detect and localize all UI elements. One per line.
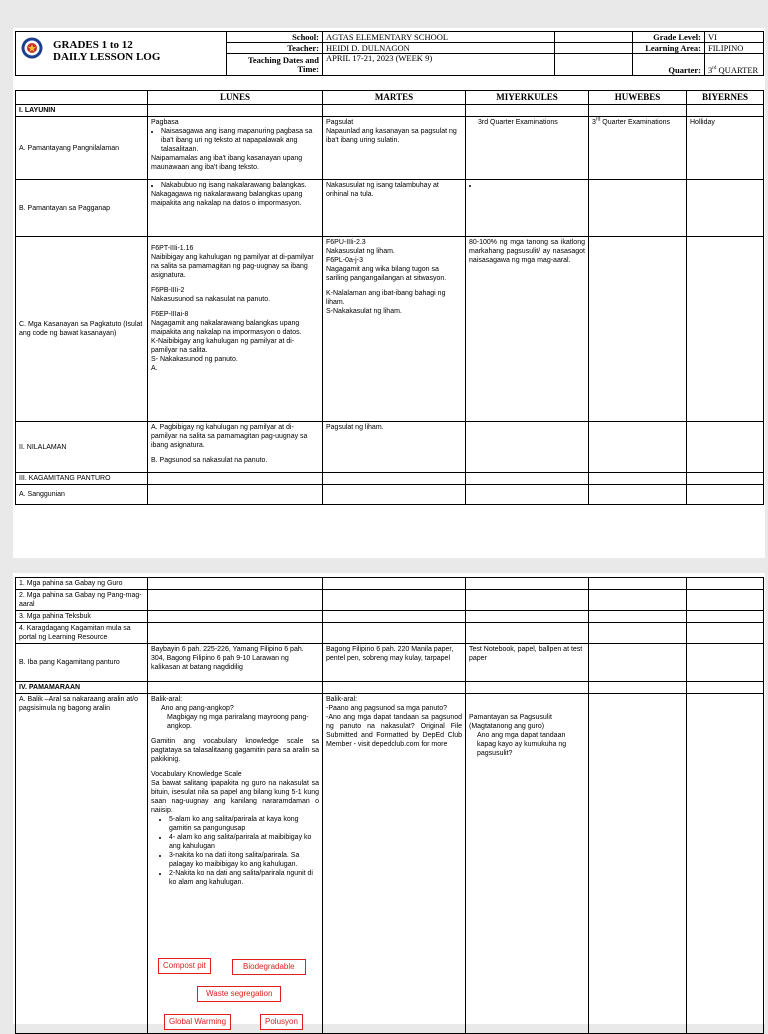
cell-text: Nakasusulat ng liham. [326,248,395,255]
grade-value: VI [705,32,764,43]
row-label-teksbuk: 3. Mga pahina Teksbuk [16,611,148,623]
cell-c-mon [148,237,323,422]
list-item: • 3-nakita ko na dati itong salita/parirala. Sa palagay ko maibibigay ko ang kahulugan. [169,851,319,869]
cell-text: Pagbasa [151,119,179,126]
cell-text: Balik-aral: [151,696,183,703]
section-layunin: I. LAYUNIN [16,105,148,117]
cell-text: F6PT-IIIi-1.16 [151,245,194,252]
cell-text: -Ano ang mga dapat tandaan sa pagsunod ng panuto na nakasulat? Original File Submitted and Formatted by DepEd Club Member - visit depedclub.com for more [326,714,462,748]
row-label-iba-pang: B. Iba pang Kagamitang panturo [16,644,148,682]
title-line-2: DAILY LESSON LOG [53,51,161,63]
cell-text: A. [151,365,158,372]
day-header-thu: HUWEBES [589,91,687,105]
lesson-log-table [15,90,764,505]
row-label-kasanayan: C. Mga Kasanayan sa Pagkatuto (Isulat ang code ng bawat kasanayan) [16,237,148,422]
cell-text: Ano ang mga dapat tandaan kapag kayo ay kumukuha ng pagsusulit? [477,732,567,757]
row-label-pangnilalaman: A. Pamantayang Pangnilalaman [16,117,148,180]
row-label-nilalaman: II. NILALAMAN [16,422,148,473]
teacher-value: HEIDI D. DULNAGON [323,43,555,54]
cell-a-fri: Holliday [687,117,764,180]
word-box-global-warming: Global Warming [164,1014,231,1030]
cell-a-thu: 3rd Quarter Examinations [589,117,687,180]
cell-text: F6PB-IIIi-2 [151,287,185,294]
cell-b-mon [148,180,323,237]
quarter-value: 3rd QUARTER [705,54,764,76]
cell-text: Nagagamit ang nakalarawang balangkas upang maipakita ang nakalap na impormasyon o datos. [151,320,302,336]
cell-text: Naibibigay ang kahulugan ng pamilyar at di-pamilyar na salita sa pamamagitan ng pag-uugnay sa ibang asignatura. [151,254,314,279]
cell-b2-tue: Bagong Filipino 6 pah. 220 Manila paper, pentel pen, sobreng may kulay, tarpapel [323,644,466,682]
cell-text: F6PU-IIIi-2.3 [326,239,366,246]
cell-text: F6PL-0a-j-3 [326,257,363,264]
word-box-biodegradable: Biodegradable [232,959,306,975]
word-box-polusyon: Polusyon [260,1014,303,1030]
day-header-tue: MARTES [323,91,466,105]
cell-a-wed: 3rd Quarter Examinations [466,117,589,180]
page-1 [13,28,765,558]
cell-b2-wed: Test Notebook, papel, ballpen at test paper [466,644,589,682]
row-label-sanggunian: A. Sanggunian [16,485,148,505]
cell-text: A. Pagbibigay ng kahulugan ng pamilyar at di-pamilyar na salita sa pamamagitan pag-uugnay sa ibang asignatura. [151,424,308,449]
cell-text: S-Nakakasulat ng liham. [326,308,402,315]
day-header-mon: LUNES [148,91,323,105]
cell-text: B. Pagsunod sa nakasulat na panuto. [151,457,268,464]
cell-balik-wed [466,694,589,1034]
row-label-balik-aral: A. Balik –Aral sa nakaraang aralin at/o pagsisimula ng bagong aralin [16,694,148,1034]
header-table [15,31,764,76]
cell-balik-mon [148,694,323,1034]
list-item: • 4- alam ko ang salita/parirala at maibibigay ko ang kahulugan [169,833,319,851]
cell-text: Napaunlad ang kasanayan sa pagsulat ng iba't ibang uring sulatin. [326,128,457,144]
school-label: School: [227,32,323,43]
grade-label: Grade Level: [633,32,705,43]
cell-text: Nakagagawa ng nakalarawang balangkas upang maipakita ang nakalap na datos o impormasyon. [151,191,303,207]
cell-text: Balik-aral: [326,696,358,703]
cell-text: Gamitin ang vocabulary knowledge scale sa pagtataya sa talasalitaang gagamitin para sa aralin sa pakikinig. [151,738,319,763]
cell-text: Naipamamalas ang iba't ibang kasanayan upang maunawaan ang iba't ibang teksto. [151,155,303,171]
title-line-1: GRADES 1 to 12 [53,39,133,51]
cell-text: Sa bawat salitang ipapakita ng guro na nakasulat sa bituin, isesulat nila sa papel ang bilang kung 5-1 kung saan nag-uugnay ang kanilang nararamdaman o naiisip. [151,780,319,814]
word-box-compost-pit: Compost pit [158,958,211,974]
cell-text: K-Naibibigay ang kahulugan ng pamilyar at di-pamilyar na salita. [151,338,295,354]
cell-a-mon [148,117,323,180]
cell-balik-tue [323,694,466,1034]
cell-text: S- Nakakasunod ng panuto. [151,356,238,363]
quarter-label: Quarter: [633,54,705,76]
cell-text: F6EP-IIIai-8 [151,311,189,318]
cell-b-wed [466,180,589,237]
cell-b2-mon: Baybayin 6 pah. 225-226, Yamang Filipino 6 pah. 304, Bagong Filipino 6 pah 9-10 Larawan ng kalikasan at batang nagdidilig [148,644,323,682]
cell-text: Nakasusunod sa nakasulat na panuto. [151,296,271,303]
row-label-karagdagang: 4. Karagdagang Kagamitan mula sa portal ng Learning Resource [16,623,148,644]
section-kagamitan: III. KAGAMITANG PANTURO [16,473,148,485]
cell-text: Magbigay ng mga pariralang mayroong pang-angkop. [167,714,309,730]
cell-text: Pamantayan sa Pagsusulit [469,714,552,721]
cell-c-wed: 80-100% ng mga tanong sa ikatlong markahang pagsusulit/ ay nasasagot naisasagawa ng mga mag-aaral. [466,237,589,422]
row-label-pagganap: B. Pamantayan sa Pagganap [16,180,148,237]
cell-text: Ano ang pang-angkop? [161,705,234,712]
day-header-wed: MIYERKULES [466,91,589,105]
cell-text: -Paano ang pagsunod sa mga panuto? [326,705,448,712]
cell-b-tue: Nakasusulat ng isang talambuhay at orihinal na tula. [323,180,466,237]
cell-ii-mon [148,422,323,473]
cell-text: Nagagamit ang wika bilang tugon sa sariling pangangailangan at sitwasyon. [326,266,447,282]
school-value: AGTAS ELEMENTARY SCHOOL [323,32,555,43]
cell-c-tue [323,237,466,422]
word-box-waste-segregation: Waste segregation [197,986,281,1002]
list-item [479,181,585,190]
list-item: • Naisasagawa ang isang mapanuring pagbasa sa iba't ibang uri ng teksto at napapalawak ang talasalitaan. [161,127,319,154]
list-item: • 2-Nakita ko na dati ang salita/parirala ngunit di ko alam ang kahulugan. [169,869,319,887]
cell-text: Pagsulat [326,119,354,126]
section-pamamaraan: IV. PAMAMARAAN [16,682,148,694]
list-item: • Nakabubuo ng isang nakalarawang balangkas. [161,181,319,190]
area-label: Learning Area: [633,43,705,54]
area-value: FILIPINO [705,43,764,54]
dates-value: APRIL 17-21, 2023 (WEEK 9) [323,54,555,76]
cell-text: (Magtatanong ang guro) [469,723,545,730]
day-header-fri: BIYERNES [687,91,764,105]
teacher-label: Teacher: [227,43,323,54]
cell-text: K-Nalalaman ang ibat-ibang bahagi ng liham. [326,290,446,306]
dates-label: Teaching Dates and Time: [227,54,323,76]
cell-text: Vocabulary Knowledge Scale [151,771,242,778]
corner-cell [16,91,148,105]
row-label-gabay-mag-aaral: 2. Mga pahina sa Gabay ng Pang-mag-aaral [16,590,148,611]
lesson-log-table-continued [15,577,764,1034]
cell-ii-tue: Pagsulat ng liham. [323,422,466,473]
row-label-gabay-guro: 1. Mga pahina sa Gabay ng Guro [16,578,148,590]
page-2 [13,573,765,1024]
list-item: • 5-alam ko ang salita/parirala at kaya kong gamitin sa pangungusap [169,815,319,833]
cell-a-tue [323,117,466,180]
header-logo-cell [16,32,227,76]
